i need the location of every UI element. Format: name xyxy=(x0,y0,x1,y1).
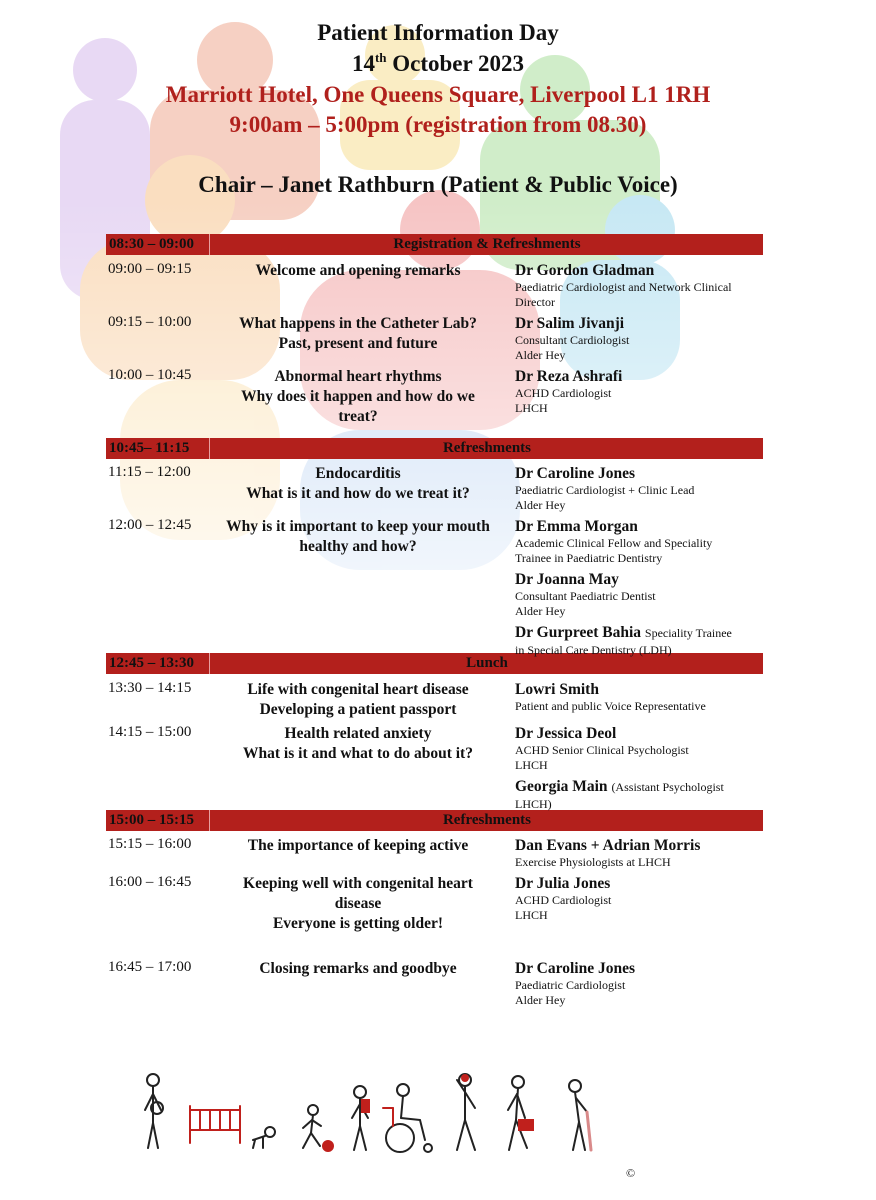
speaker-role: Alder Hey xyxy=(515,993,566,1007)
speaker xyxy=(515,836,765,870)
session-speakers xyxy=(515,874,765,927)
band-label: Refreshments xyxy=(442,812,532,828)
speaker-name: Dan Evans + Adrian Morris xyxy=(515,837,701,854)
event-chair: Chair – Janet Rathburn (Patient & Public Voice) xyxy=(198,172,678,197)
band-label: Refreshments xyxy=(442,440,532,456)
speaker-name: Dr Caroline Jones xyxy=(515,465,635,482)
speaker xyxy=(515,261,765,310)
band-time: 12:45 – 13:30 xyxy=(109,655,194,671)
speaker xyxy=(515,517,765,566)
session-speakers xyxy=(515,724,765,816)
band-label: Registration & Refreshments xyxy=(393,236,581,252)
copyright-symbol: © xyxy=(626,1166,636,1180)
speaker-role: Trainee in Paediatric Dentistry xyxy=(515,551,663,565)
event-title: Patient Information Day xyxy=(317,20,559,45)
band-time: 08:30 – 09:00 xyxy=(109,236,194,252)
speaker-role: LHCH xyxy=(515,758,548,772)
speaker xyxy=(515,874,765,923)
speaker-role: Consultant Cardiologist xyxy=(515,333,630,347)
event-venue: Marriott Hotel, One Queens Square, Liverpool L1 1RH xyxy=(165,82,711,107)
speaker-name: Dr Julia Jones xyxy=(515,875,611,892)
session-time: 12:00 – 12:45 xyxy=(108,517,192,533)
band-time: 15:00 – 15:15 xyxy=(109,812,194,828)
band-label: Lunch xyxy=(466,655,508,671)
speaker-name: Dr Caroline Jones xyxy=(515,960,635,977)
session-speakers xyxy=(515,464,765,517)
event-date: 14th October 2023 xyxy=(351,50,525,76)
band-registration xyxy=(106,234,763,255)
speaker xyxy=(515,464,765,513)
life-stages-figures-icon xyxy=(135,1068,615,1158)
speaker-name: Georgia Main (Assistant Psychologist xyxy=(515,778,724,795)
session-time: 14:15 – 15:00 xyxy=(108,724,192,740)
session-speakers xyxy=(515,261,765,314)
speaker-role: LHCH xyxy=(515,401,548,415)
speaker-role: Paediatric Cardiologist xyxy=(515,978,626,992)
session-topic: Health related anxiety What is it and what to do about it? xyxy=(243,725,473,762)
band-time: 10:45– 11:15 xyxy=(109,440,190,456)
session-topic: Life with congenital heart disease Developing a patient passport xyxy=(247,681,469,718)
session-speakers xyxy=(515,959,765,1012)
session-time: 16:45 – 17:00 xyxy=(108,959,192,975)
speaker-role: Academic Clinical Fellow and Speciality xyxy=(515,536,713,550)
speaker xyxy=(515,777,765,812)
speaker-role: Paediatric Cardiologist and Network Clinical xyxy=(515,280,732,294)
speaker xyxy=(515,680,765,714)
speaker-role: Director xyxy=(515,295,555,309)
session-time: 09:15 – 10:00 xyxy=(108,314,192,330)
session-topic: Closing remarks and goodbye xyxy=(259,960,457,977)
session-time: 15:15 – 16:00 xyxy=(108,836,192,852)
session-topic: Why is it important to keep your mouth healthy and how? xyxy=(226,518,490,555)
speaker-role: ACHD Cardiologist xyxy=(515,893,612,907)
speaker xyxy=(515,367,765,416)
band-refreshments-am xyxy=(106,438,763,459)
speaker-name: Dr Gordon Gladman xyxy=(515,262,655,279)
session-topic: Endocarditis What is it and how do we treat it? xyxy=(246,465,470,502)
speaker-role: Alder Hey xyxy=(515,604,566,618)
speaker-name: Dr Reza Ashrafi xyxy=(515,368,623,385)
session-topic: Keeping well with congenital heart disease Everyone is getting older! xyxy=(243,875,473,932)
session-topic: The importance of keeping active xyxy=(247,837,469,854)
speaker xyxy=(515,959,765,1008)
session-time: 13:30 – 14:15 xyxy=(108,680,192,696)
speaker-name: Dr Joanna May xyxy=(515,571,619,588)
speaker-role: Patient and public Voice Representative xyxy=(515,699,706,713)
session-speakers xyxy=(515,517,765,662)
speaker-role: Exercise Physiologists at LHCH xyxy=(515,855,671,869)
session-speakers xyxy=(515,367,765,420)
session-topic: Welcome and opening remarks xyxy=(255,262,461,279)
speaker xyxy=(515,314,765,363)
speaker-name: Dr Jessica Deol xyxy=(515,725,617,742)
speaker-name: Dr Emma Morgan xyxy=(515,518,638,535)
session-speakers xyxy=(515,314,765,367)
session-topic: Abnormal heart rhythms Why does it happen and how do we treat? xyxy=(241,368,475,425)
speaker-role: Alder Hey xyxy=(515,498,566,512)
session-speakers xyxy=(515,680,765,718)
speaker-role: Consultant Paediatric Dentist xyxy=(515,589,656,603)
speaker-role: LHCH xyxy=(515,908,548,922)
speaker xyxy=(515,724,765,773)
speaker xyxy=(515,570,765,619)
speaker xyxy=(515,623,765,658)
speaker-role: ACHD Senior Clinical Psychologist xyxy=(515,743,689,757)
session-time: 11:15 – 12:00 xyxy=(108,464,191,480)
event-time: 9:00am – 5:00pm (registration from 08.30) xyxy=(229,112,647,137)
session-time: 16:00 – 16:45 xyxy=(108,874,192,890)
speaker-name: Lowri Smith xyxy=(515,681,599,698)
speaker-role: ACHD Cardiologist xyxy=(515,386,612,400)
session-speakers xyxy=(515,836,765,874)
speaker-role: LHCH) xyxy=(515,797,552,811)
speaker-role: Paediatric Cardiologist + Clinic Lead xyxy=(515,483,695,497)
speaker-name: Dr Salim Jivanji xyxy=(515,315,625,332)
speaker-role: in Special Care Dentistry (LDH) xyxy=(515,643,672,657)
session-time: 10:00 – 10:45 xyxy=(108,367,192,383)
session-topic: What happens in the Catheter Lab? Past, present and future xyxy=(239,315,477,352)
speaker-name: Dr Gurpreet Bahia Speciality Trainee xyxy=(515,624,732,641)
speaker-role: Alder Hey xyxy=(515,348,566,362)
session-time: 09:00 – 09:15 xyxy=(108,261,192,277)
